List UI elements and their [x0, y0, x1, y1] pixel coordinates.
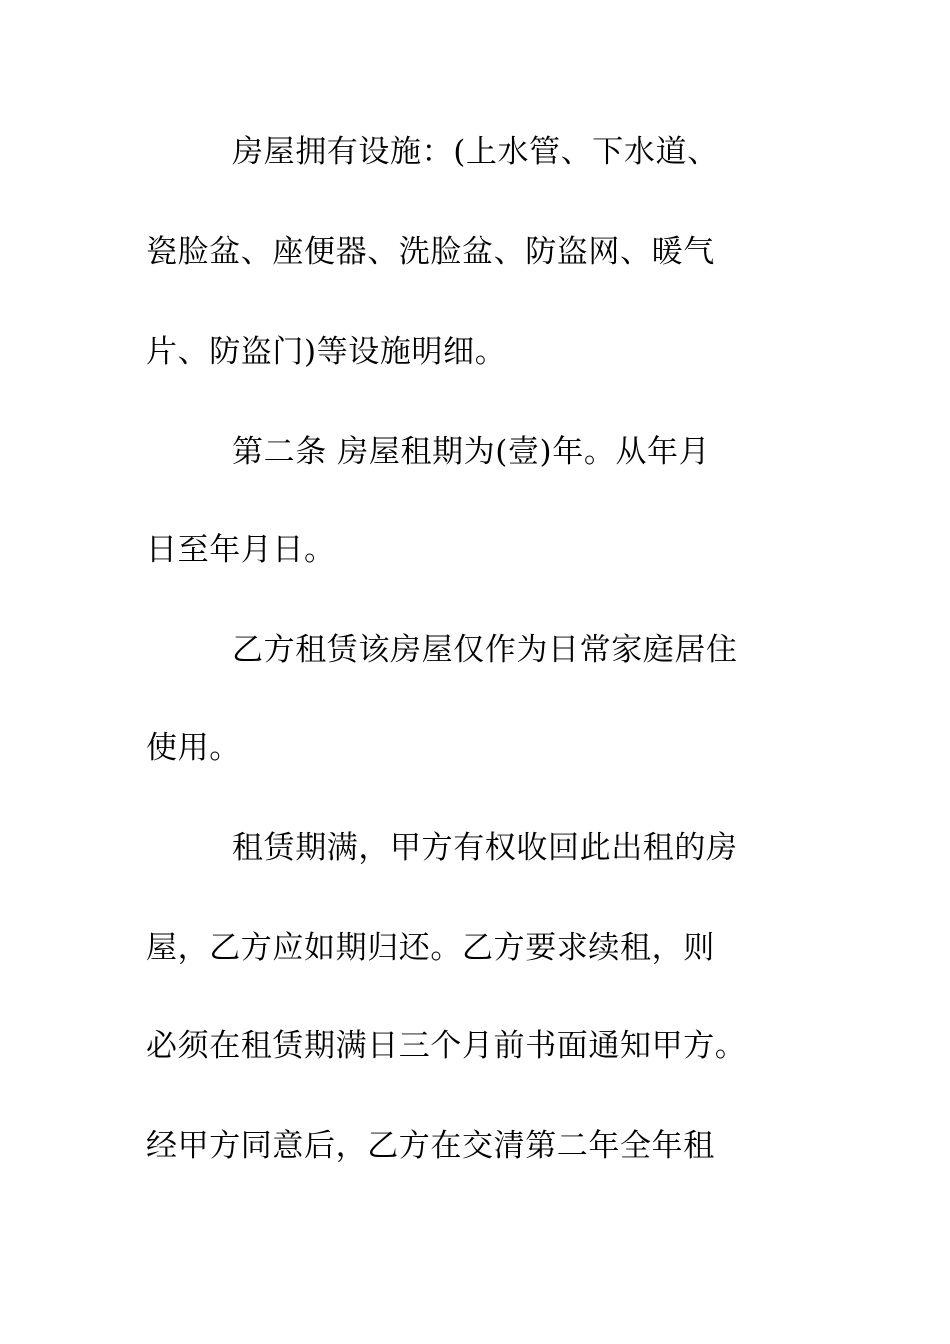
paragraph-3-line-1: 乙方租赁该房屋仅作为日常家庭居住 — [232, 632, 738, 668]
paragraph-2-line-1: 第二条 房屋租期为(壹)年。从年月 — [232, 434, 711, 470]
paragraph-1-line-3: 片、防盗门)等设施明细。 — [146, 334, 507, 370]
paragraph-3-line-2: 使用。 — [146, 730, 241, 766]
paragraph-4-line-2: 屋，乙方应如期归还。乙方要求续租，则 — [146, 930, 715, 966]
paragraph-4-line-4: 经甲方同意后，乙方在交清第二年全年租 — [146, 1128, 715, 1164]
paragraph-1-line-2: 瓷脸盆、座便器、洗脸盆、防盗网、暖气 — [146, 234, 715, 270]
paragraph-4-line-1: 租赁期满，甲方有权收回此出租的房 — [232, 830, 738, 866]
paragraph-4-line-3: 必须在租赁期满日三个月前书面通知甲方。 — [146, 1028, 747, 1064]
paragraph-2-line-2: 日至年月日。 — [146, 532, 336, 568]
paragraph-1-line-1: 房屋拥有设施：(上水管、下水道、 — [232, 134, 719, 170]
